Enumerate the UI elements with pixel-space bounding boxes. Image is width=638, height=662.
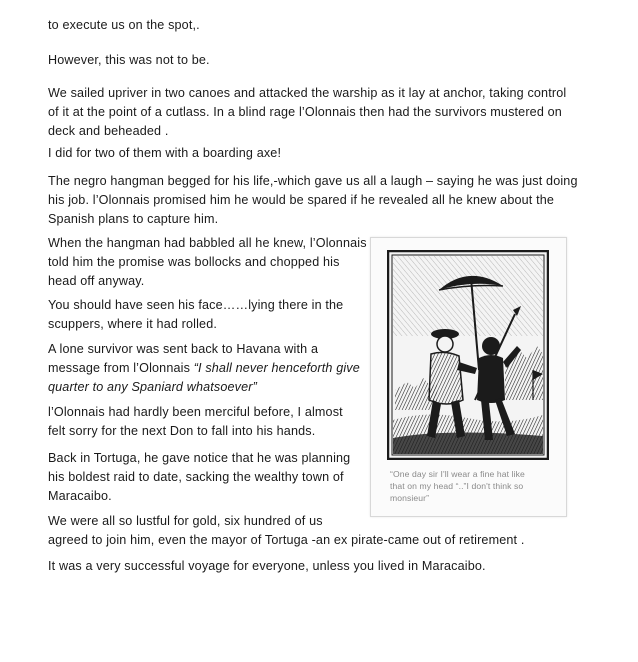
paragraph-merciful (48, 403, 343, 441)
text-line: You should have seen his face……lying there in the (48, 298, 344, 312)
paragraph-hangman-babbled (48, 234, 367, 291)
paragraph-however (48, 51, 210, 70)
woodcut-figure (370, 237, 567, 517)
text-line: Spanish plans to capture him. (48, 212, 219, 226)
text-line: agreed to join him, even the mayor of Tortuga -an ex pirate-came out of retirement . (48, 533, 525, 547)
woodcut-illustration (387, 250, 549, 460)
paragraph-lustful-for-gold (48, 512, 524, 550)
text-line: Back in Tortuga, he gave notice that he was planning (48, 451, 351, 465)
text-line: told him the promise was bollocks and chopped his (48, 255, 340, 269)
text-line: felt sorry for the next Don to fall into his hands. (48, 424, 316, 438)
figure-caption (390, 468, 560, 504)
caption-line: monsieur” (390, 493, 430, 503)
text-line: deck and beheaded . (48, 124, 169, 138)
text-line: his job. l’Olonnais promised him he would be spared if he revealed all he knew about the (48, 193, 555, 207)
text-line: of it at the point of a cutlass. In a blind rage l’Olonnais then had the survivors mustered on (48, 105, 562, 119)
paragraph-boarding-axe (48, 144, 281, 163)
caption-line: that on my head “..”I don't think so (390, 481, 524, 491)
caption-line: “One day sir I'll wear a fine hat like (390, 469, 525, 479)
paragraph-sailed-upriver (48, 84, 566, 141)
paragraph-lone-survivor (48, 340, 360, 397)
text-line: When the hangman had babbled all he knew, l’Olonnais (48, 236, 367, 250)
paragraph-back-in-tortuga (48, 449, 350, 506)
text-line: Maracaibo. (48, 489, 112, 503)
text-line: A lone survivor was sent back to Havana with a (48, 342, 319, 356)
paragraph-his-face (48, 296, 343, 334)
paragraph-hangman-begged (48, 172, 578, 229)
text-line: his boldest raid to date, sacking the wealthy town of (48, 470, 344, 484)
text-line: It was a very successful voyage for everyone, unless you lived in Maracaibo. (48, 559, 486, 573)
quote-text: “I shall never henceforth give (193, 361, 360, 375)
text-line: message from l’Olonnais (48, 361, 194, 375)
text-line: We were all so lustful for gold, six hundred of us (48, 514, 323, 528)
text-line: head off anyway. (48, 274, 145, 288)
paragraph-successful-voyage (48, 557, 486, 576)
text-line: The negro hangman begged for his life,-which gave us all a laugh – saying he was just doing (48, 174, 578, 188)
text-line: to execute us on the spot,. (48, 18, 200, 32)
quote-text: quarter to any Spaniard whatsoever” (48, 380, 257, 394)
text-line: l’Olonnais had hardly been merciful before, I almost (48, 405, 343, 419)
text-line: I did for two of them with a boarding axe! (48, 146, 282, 160)
text-line: scuppers, where it had rolled. (48, 317, 218, 331)
paragraph-execute (48, 16, 200, 35)
text-line: We sailed upriver in two canoes and attacked the warship as it lay at anchor, taking control (48, 86, 567, 100)
text-line: However, this was not to be. (48, 53, 210, 67)
